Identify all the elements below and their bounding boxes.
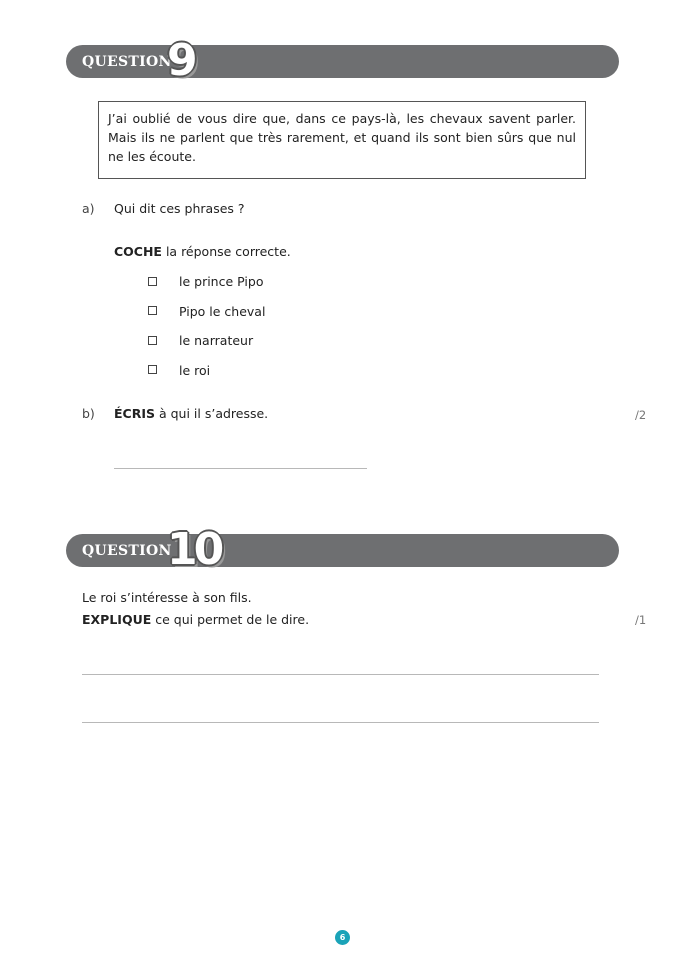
instruction-keyword: COCHE <box>114 244 162 259</box>
option-label-2: Pipo le cheval <box>179 304 266 319</box>
instruction-text: ce qui permet de le dire. <box>151 612 310 627</box>
q10-statement: Le roi s’intéresse à son fils. <box>82 590 252 605</box>
option-label-4: le roi <box>179 363 211 378</box>
part-a-question: Qui dit ces phrases ? <box>114 201 245 216</box>
question-9-header <box>66 35 619 86</box>
q10-instruction <box>82 612 309 627</box>
question-label: QUESTION <box>82 54 172 70</box>
answer-line-q9b[interactable] <box>114 468 367 469</box>
question-number: 10 <box>167 524 221 575</box>
part-a-instruction <box>114 244 291 259</box>
answer-line-q10-2[interactable] <box>82 722 599 723</box>
option-label-3: le narrateur <box>179 333 254 348</box>
passage-box: J’ai oublié de vous dire que, dans ce pays-là, les chevaux savent parler. Mais ils ne parlent que très rarement, et quand ils sont bien sûrs que nul ne les écoute. <box>98 101 586 179</box>
checkbox-option-4[interactable] <box>148 365 157 374</box>
page-number-badge: 6 <box>335 930 350 945</box>
checkbox-option-2[interactable] <box>148 306 157 315</box>
option-label-1: le prince Pipo <box>179 274 264 289</box>
instruction-text: la réponse correcte. <box>161 244 291 259</box>
part-b-marker: b) <box>82 406 95 421</box>
instruction-keyword: ÉCRIS <box>114 406 155 421</box>
checkbox-option-3[interactable] <box>148 336 157 345</box>
part-a-marker: a) <box>82 201 95 216</box>
question-10-header <box>66 524 619 575</box>
part-b-instruction <box>114 406 268 421</box>
answer-line-q10-1[interactable] <box>82 674 599 675</box>
question-label: QUESTION <box>82 543 172 559</box>
checkbox-option-1[interactable] <box>148 277 157 286</box>
instruction-text: à qui il s’adresse. <box>155 406 269 421</box>
score-q9: /2 <box>635 408 647 422</box>
question-number: 9 <box>167 35 194 86</box>
score-q10: /1 <box>635 613 647 627</box>
instruction-keyword: EXPLIQUE <box>82 612 152 627</box>
